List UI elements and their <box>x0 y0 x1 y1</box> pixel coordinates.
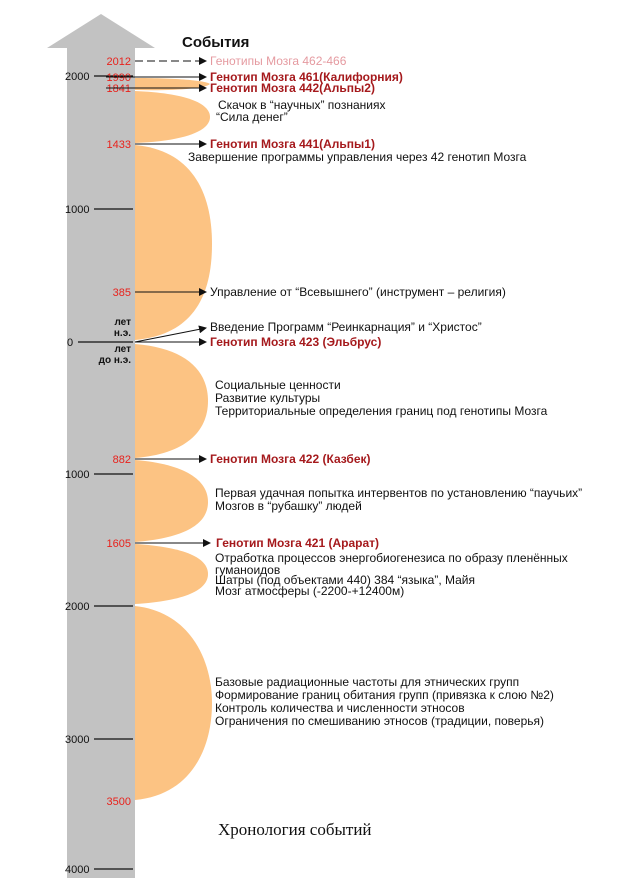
year-385: 385 <box>112 287 131 299</box>
base-line-1: Базовые радиационные частоты для этнических групп <box>215 675 520 689</box>
axis-label-1000-ad: 1000 <box>65 204 90 216</box>
lobe-2000-3500 <box>135 606 212 800</box>
era-lower-1: лет <box>114 344 131 355</box>
social-line-2: Развитие культуры <box>215 391 321 405</box>
proc-line-1: Отработка процессов энергобиогенезиса по образу пленённых <box>215 551 568 565</box>
event-2012: Генотипы Мозга 462-466 <box>210 54 347 68</box>
first-line-2: Мозгов в “рубашку” людей <box>215 499 362 513</box>
era-upper-1: лет <box>114 317 131 328</box>
event-882: Генотип Мозга 422 (Казбек) <box>210 452 371 466</box>
era-upper-2: н.э. <box>113 328 131 339</box>
social-line-1: Социальные ценности <box>215 378 341 392</box>
axis-label-2000-bc: 2000 <box>65 601 90 613</box>
year-2012: 2012 <box>106 56 131 68</box>
first-line-1: Первая удачная попытка интервентов по установлению “паучьих” <box>215 486 583 500</box>
proc-line-3: Шатры (под объектами 440) 384 “языка”, Майя <box>215 573 475 587</box>
base-line-4: Ограничения по смешиванию этносов (традиции, поверья) <box>215 714 544 728</box>
year-1433: 1433 <box>106 139 131 151</box>
event-1605: Генотип Мозга 421 (Арарат) <box>216 536 380 550</box>
event-1433: Генотип Мозга 441(Альпы1) <box>210 137 375 151</box>
event-texts <box>188 54 582 728</box>
lobe-1605-2000 <box>135 544 208 604</box>
event-1841: Генотип Мозга 442(Альпы2) <box>210 81 375 95</box>
year-1605: 1605 <box>106 538 131 550</box>
event-leap-2: “Сила денег” <box>216 110 288 124</box>
event-leap-1: Скачок в “научных” познаниях <box>218 98 386 112</box>
axis-label-3000-bc: 3000 <box>65 734 90 746</box>
event-0b: Генотип Мозга 423 (Эльбрус) <box>210 335 382 349</box>
base-line-3: Контроль количества и численности этносов <box>215 701 465 715</box>
event-1990: Генотип Мозга 461(Калифорния) <box>210 70 403 84</box>
proc-line-2: гуманоидов <box>215 563 281 577</box>
chart-caption: Хронология событий <box>218 820 372 839</box>
era-lobes <box>135 78 212 800</box>
year-1990: 1990 <box>106 72 131 84</box>
lobe-882-1605 <box>135 460 208 542</box>
lobe-0-882 <box>135 344 208 458</box>
lobe-1841-1433 <box>135 91 210 143</box>
axis-label-4000-bc: 4000 <box>65 864 90 876</box>
year-1841: 1841 <box>106 83 131 95</box>
axis-label-2000-ad: 2000 <box>65 71 90 83</box>
event-1433-sub: Завершение программы управления через 42 генотип Мозга <box>188 150 527 164</box>
lobe-1433-0 <box>135 145 212 340</box>
era-lower-2: до н.э. <box>98 355 131 366</box>
social-line-3: Территориальные определения границ под генотипы Мозга <box>215 404 548 418</box>
axis-label-1000-bc: 1000 <box>65 469 90 481</box>
year-3500: 3500 <box>106 796 131 808</box>
events-header: События <box>182 34 250 51</box>
event-385: Управление от “Всевышнего” (инструмент – религия) <box>210 285 506 299</box>
proc-line-4: Мозг атмосферы (-2200-+12400м) <box>215 584 405 598</box>
axis-label-0: 0 <box>67 337 74 349</box>
year-882: 882 <box>112 454 131 466</box>
event-0a: Введение Программ “Реинкарнация” и “Христос” <box>210 320 482 334</box>
base-line-2: Формирование границ обитания групп (привязка к слою №2) <box>215 688 554 702</box>
